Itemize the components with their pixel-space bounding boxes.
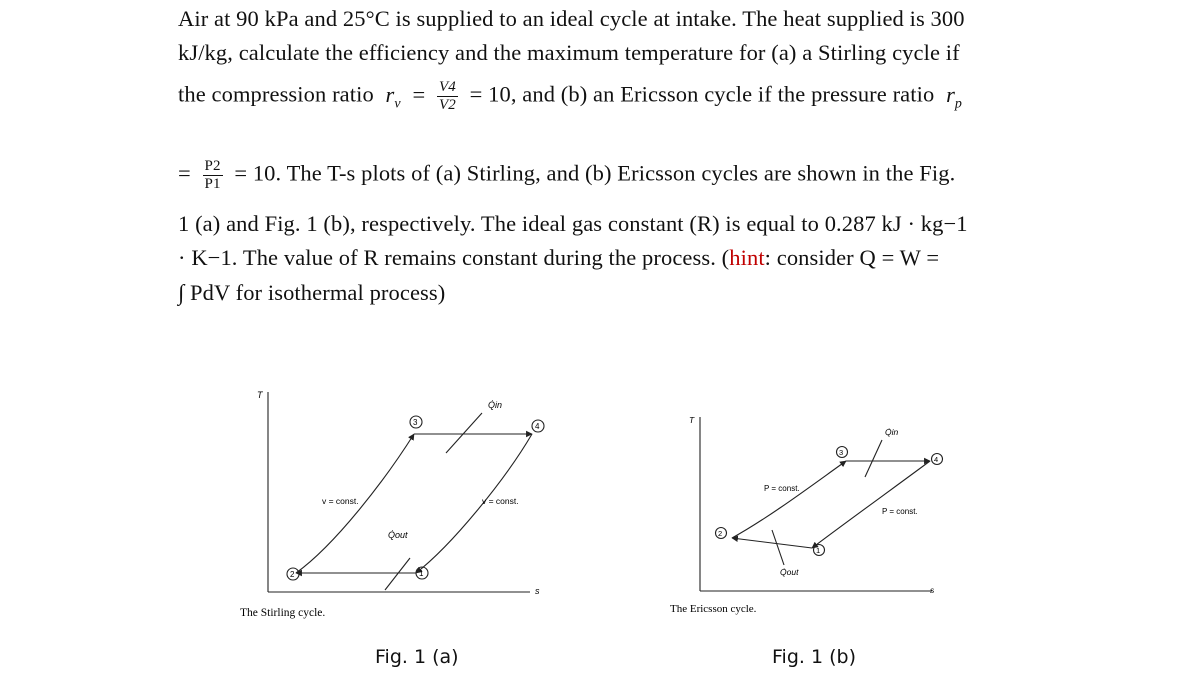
const-v-left-label: v = const. [322,496,359,506]
problem-line-1: Air at 90 kPa and 25°C is supplied to an ideal cycle at intake. The heat supplied is 300 [178,6,965,31]
s-axis-label: s [535,586,540,596]
state-1-label: 1 [816,546,821,555]
rv-symbol: $r_v$ [385,81,401,112]
fraction-numerator: V4 [439,79,456,95]
problem-line-3 [178,79,962,114]
stirling-ts-diagram [230,380,560,630]
fraction-denominator: V2 [439,97,456,113]
ericsson-caption: The Ericsson cycle. [670,603,757,615]
t-axis-label: T [689,415,695,425]
s-axis-label: s [930,585,935,595]
const-p-upper-label: P = const. [764,484,800,493]
qin-label: Q̇in [488,400,503,410]
const-v-right-label: v = const. [482,496,519,506]
volume-ratio-fraction [437,79,458,114]
pressure-ratio-fraction [203,158,223,193]
problem-line-6b: : consider Q = W = [764,245,940,270]
compression-ratio-text: the compression ratio [178,81,374,107]
stirling-caption: The Stirling cycle. [240,607,326,619]
state-4-label: 4 [934,455,939,464]
process-curve-2-3 [732,461,846,538]
qout-label: Q̇out [388,530,408,540]
qout-label: Q̇out [780,567,799,577]
problem-line-5: 1 (a) and Fig. 1 (b), respectively. The ideal gas constant (R) is equal to 0.287 kJ · kg−1 [178,211,968,236]
problem-line-6a: · K−1. The value of R remains constant during the process. ( [178,245,730,270]
fig-1a-label: Fig. 1 (a) [375,646,459,668]
problem-line-4 [178,158,955,193]
fig-1b-label: Fig. 1 (b) [772,646,856,668]
state-1-label: 1 [419,569,424,578]
fraction-numerator: P2 [204,158,221,174]
problem-line-7: ∫ PdV for isothermal process) [178,280,446,305]
hint-word: hint [729,245,765,270]
problem-line-2: kJ/kg, calculate the efficiency and the maximum temperature for (a) a Stirling cycle if [178,40,960,65]
state-3-label: 3 [839,448,844,457]
state-3-label: 3 [413,418,418,427]
ericsson-ts-diagram [660,405,960,630]
t-axis-label: T [257,390,263,400]
equals-sign-2: = [178,160,191,186]
qout-arrow [385,558,410,590]
process-curve-4-1 [812,461,930,548]
process-line-1-2 [732,538,812,548]
state-2-label: 2 [290,570,295,579]
qin-arrow [446,413,482,453]
const-p-lower-label: P = const. [882,507,918,516]
qin-arrow [865,440,882,477]
rp-symbol: $r_p$ [946,81,963,112]
qout-arrow [772,530,784,565]
ratio-value-text: = 10, and (b) an Ericsson cycle if the pressure ratio [469,81,935,107]
state-4-label: 4 [535,422,540,431]
fraction-denominator: P1 [204,176,221,192]
state-2-label: 2 [718,529,723,538]
qin-label: Q̇in [885,427,899,437]
problem-line-6 [178,245,939,271]
problem-line-4-text: = 10. The T-s plots of (a) Stirling, and (b) Ericsson cycles are shown in the Fig. [234,160,956,186]
equals-sign: = [412,81,426,107]
